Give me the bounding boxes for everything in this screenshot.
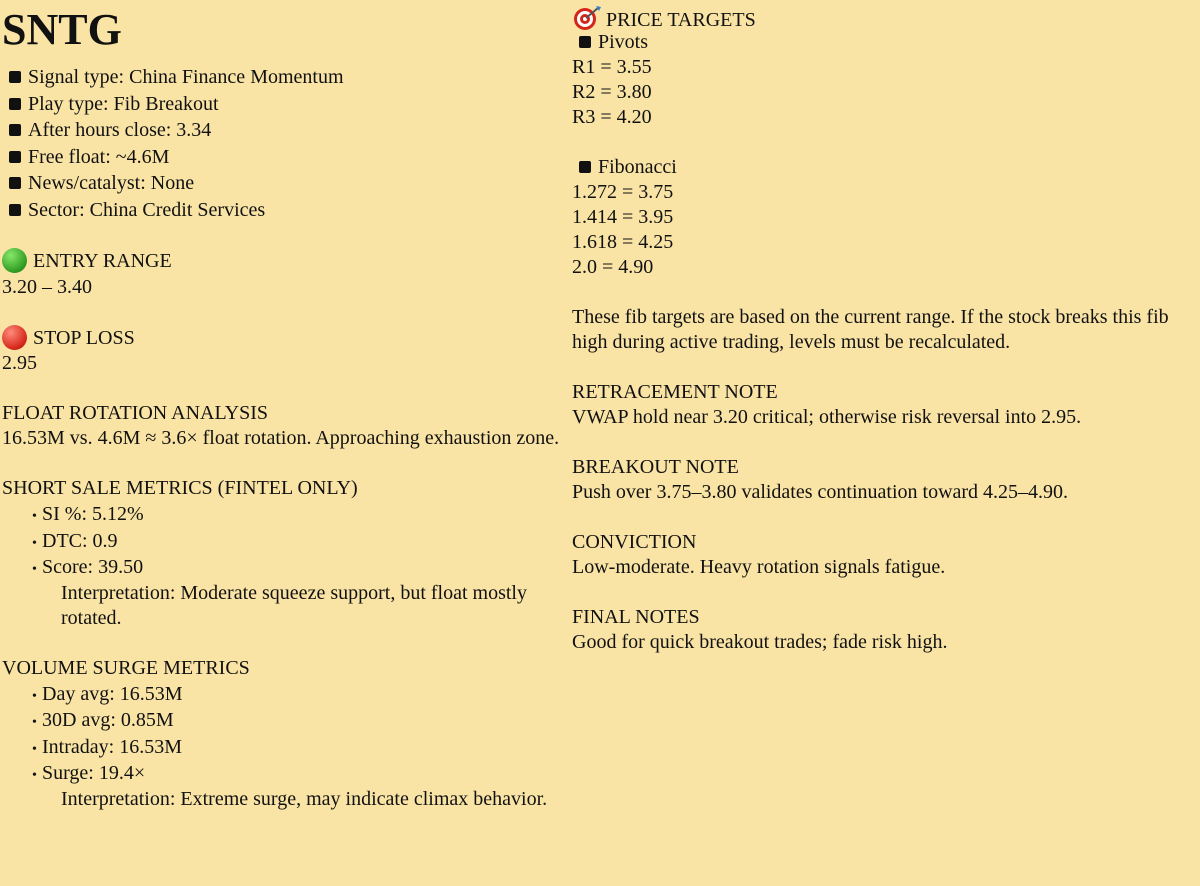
fib-level: 2.0 = 4.90	[572, 256, 654, 278]
fib-level: 1.414 = 3.95	[572, 206, 674, 228]
direct-hit-target-icon	[572, 5, 602, 31]
summary-item: Play type: Fib Breakout	[2, 91, 567, 118]
conviction-heading: CONVICTION	[572, 531, 697, 553]
fib-level: 1.272 = 3.75	[572, 181, 674, 203]
fib-note: These fib targets are based on the current range. If the stock breaks this fib high during active trading, levels must be recalculated.	[572, 306, 1169, 353]
left-column	[2, 0, 567, 812]
summary-item: Free float: ~4.6M	[2, 144, 567, 171]
pivots-label-line	[572, 30, 1197, 55]
list-item: • Surge: 19.4×	[32, 762, 146, 784]
black-square-icon	[9, 124, 21, 136]
pivots-label: Pivots	[598, 31, 649, 53]
short-sale-heading: SHORT SALE METRICS (FINTEL ONLY)	[2, 477, 358, 499]
ticker-title: SNTG	[2, 5, 122, 54]
black-square-icon	[579, 161, 591, 173]
list-item: • 30D avg: 0.85M	[32, 709, 174, 731]
list-item: • Day avg: 16.53M	[32, 682, 183, 705]
breakout-text: Push over 3.75–3.80 validates continuation toward 4.25–4.90.	[572, 481, 1069, 503]
conviction-text: Low-moderate. Heavy rotation signals fatigue.	[572, 556, 946, 578]
fib-label-line	[572, 155, 1197, 180]
list-item: • Score: 39.50	[32, 556, 144, 578]
summary-item: News/catalyst: None	[2, 170, 567, 197]
volume-section	[2, 656, 567, 812]
short-sale-interpretation: Interpretation: Moderate squeeze support, but float mostly rotated.	[61, 581, 527, 629]
fib-label: Fibonacci	[598, 156, 677, 178]
black-square-icon	[9, 204, 21, 216]
list-item: • SI %: 5.12%	[32, 503, 144, 525]
green-circle-icon	[2, 248, 27, 273]
list-item: • DTC: 0.9	[32, 529, 118, 552]
breakout-heading: BREAKOUT NOTE	[572, 456, 739, 478]
summary-item: Signal type: China Finance Momentum	[2, 64, 567, 91]
retracement-section	[572, 380, 1197, 430]
entry-section	[2, 248, 567, 300]
volume-heading: VOLUME SURGE METRICS	[2, 656, 250, 679]
pivot-level: R1 = 3.55	[572, 56, 652, 78]
breakout-section	[572, 455, 1197, 505]
stop-section	[2, 325, 567, 377]
final-notes-section	[572, 605, 1197, 655]
pivot-level: R3 = 4.20	[572, 106, 652, 128]
list-item: • Intraday: 16.53M	[32, 735, 182, 758]
float-rotation-text: 16.53M vs. 4.6M ≈ 3.6× float rotation. Approaching exhaustion zone.	[2, 427, 560, 449]
short-sale-section	[2, 476, 567, 631]
volume-interpretation: Interpretation: Extreme surge, may indicate climax behavior.	[61, 787, 548, 810]
price-targets-header	[572, 5, 1197, 30]
retracement-text: VWAP hold near 3.20 critical; otherwise risk reversal into 2.95.	[572, 406, 1082, 428]
fib-level: 1.618 = 4.25	[572, 231, 674, 253]
entry-heading: ENTRY RANGE	[33, 250, 172, 272]
float-rotation-heading: FLOAT ROTATION ANALYSIS	[2, 402, 269, 424]
retracement-heading: RETRACEMENT NOTE	[572, 381, 778, 403]
black-square-icon	[579, 36, 591, 48]
stop-heading: STOP LOSS	[33, 326, 135, 349]
float-rotation-section	[2, 401, 567, 451]
price-targets-heading: PRICE TARGETS	[606, 9, 756, 31]
red-circle-icon	[2, 325, 27, 350]
black-square-icon	[9, 151, 21, 163]
entry-value: 3.20 – 3.40	[2, 275, 92, 298]
final-notes-heading: FINAL NOTES	[572, 606, 700, 628]
black-square-icon	[9, 71, 21, 83]
black-square-icon	[9, 177, 21, 189]
black-square-icon	[9, 98, 21, 110]
summary-list	[2, 64, 567, 223]
summary-item: After hours close: 3.34	[2, 117, 567, 144]
final-notes-text: Good for quick breakout trades; fade risk high.	[572, 631, 948, 653]
summary-item: Sector: China Credit Services	[2, 197, 567, 224]
conviction-section	[572, 530, 1197, 580]
right-column	[572, 5, 1197, 655]
pivot-level: R2 = 3.80	[572, 81, 652, 103]
stop-value: 2.95	[2, 352, 37, 374]
